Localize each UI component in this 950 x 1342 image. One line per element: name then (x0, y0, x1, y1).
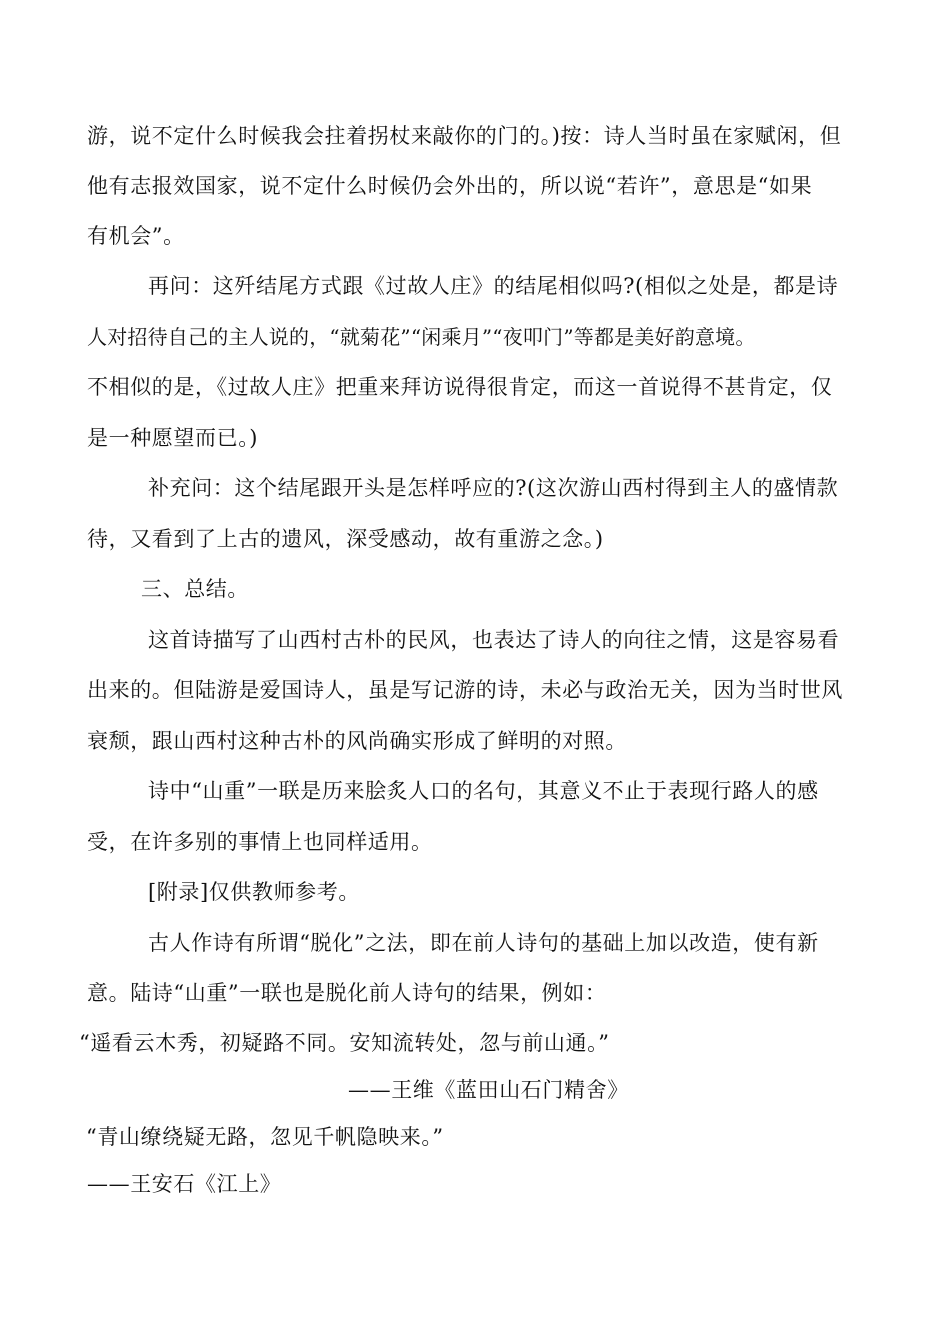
paragraph-supplement-line-1: 补充问：这个结尾跟开头是怎样呼应的?(这次游山西村得到主人的盛情款 (148, 476, 839, 500)
paragraph-ask-again-line-1: 再问：这歼结尾方式跟《过故人庄》的结尾相似吗?(相似之处是，都是诗 (148, 274, 839, 298)
famous-line-paragraph-line-2: 受，在许多别的事情上也同样适用。 (87, 830, 433, 854)
citation-wang-anshi: ——王安石《江上》 (87, 1172, 282, 1196)
body-line-1: 游，说不定什么时候我会拄着拐杖来敲你的门的。)按：诗人当时虽在家赋闲，但 (87, 124, 842, 148)
famous-line-paragraph-line-1: 诗中“山重”一联是历来脍炙人口的名句，其意义不止于表现行路人的感 (148, 779, 819, 803)
body-line-2: 他有志报效国家，说不定什么时候仍会外出的，所以说“若许”，意思是“如果 (87, 174, 813, 198)
summary-paragraph-line-2: 出来的。但陆游是爱国诗人，虽是写记游的诗，未必与政治无关，因为当时世风 (87, 678, 843, 702)
appendix-paragraph-line-1: 古人作诗有所谓“脱化”之法，即在前人诗句的基础上加以改造，使有新 (148, 931, 819, 955)
appendix-heading: [附录]仅供教师参考。 (148, 880, 360, 904)
summary-paragraph-line-1: 这首诗描写了山西村古朴的民风，也表达了诗人的向往之情，这是容易看 (148, 628, 840, 652)
section-heading-summary: 三、总结。 (141, 577, 249, 601)
citation-wang-wei: ——王维《蓝田山石门精舍》 (348, 1078, 629, 1102)
paragraph-ask-again-line-2: 人对招待自己的主人说的，“就菊花”“闲乘月”“夜叩门”等都是美好韵意境。 (87, 325, 756, 349)
paragraph-supplement-line-2: 待，又看到了上古的遗风，深受感动，故有重游之念。) (87, 527, 604, 551)
paragraph-ask-again-line-4: 是一种愿望而已。) (87, 426, 259, 450)
body-line-3: 有机会”。 (87, 224, 185, 248)
quote-wang-anshi: “青山缭绕疑无路，忽见千帆隐映来。” (86, 1125, 444, 1149)
summary-paragraph-line-3: 衰颓，跟山西村这种古朴的风尚确实形成了鲜明的对照。 (87, 729, 627, 753)
appendix-paragraph-line-2: 意。陆诗“山重”一联也是脱化前人诗句的结果，例如： (87, 981, 607, 1005)
paragraph-ask-again-line-3: 不相似的是，《过故人庄》把重来拜访说得很肯定，而这一首说得不甚肯定，仅 (87, 375, 833, 399)
quote-wang-wei: “遥看云木秀，初疑路不同。安知流转处，忽与前山通。” (79, 1031, 610, 1055)
